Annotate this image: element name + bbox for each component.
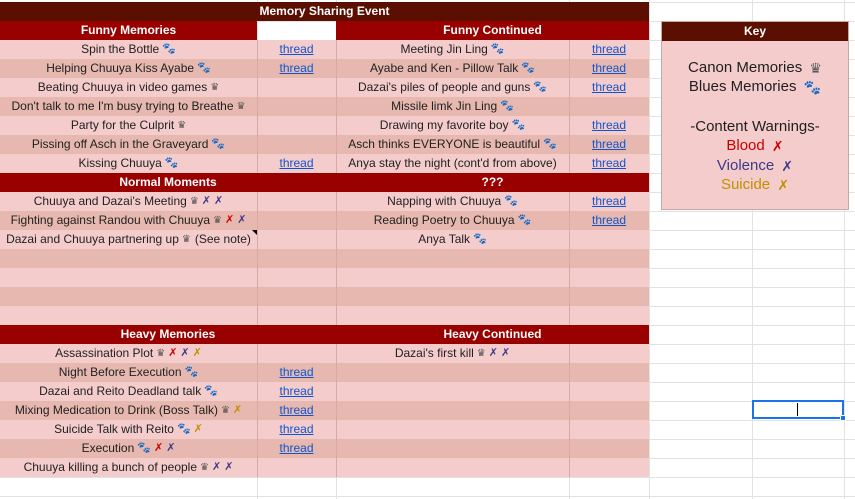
thread-link[interactable]: thread [591,156,627,170]
memory-title: Drawing my favorite boy [379,118,509,132]
crown-icon: ♛ [156,347,166,359]
memory-title: Helping Chuuya Kiss Ayabe [46,61,195,75]
crown-icon: ♛ [213,214,222,226]
paw-icon: 🐾 [184,366,199,379]
memory-cell[interactable] [0,420,257,439]
crown-icon: ♛ [476,347,486,359]
memory-title: Asch thinks EVERYONE is beautiful [348,137,541,151]
column-divider [257,40,258,173]
x-blue-icon: ✗ [488,347,498,360]
memory-cell[interactable] [336,97,569,116]
memory-title: Kissing Chuuya [78,156,162,170]
thread-cell [257,401,336,420]
memory-cell[interactable] [336,154,569,173]
thread-cell [257,439,336,458]
memory-cell[interactable] [0,154,257,173]
memory-cell[interactable] [336,116,569,135]
x-gold-icon: ✗ [777,177,790,194]
column-divider [569,192,570,325]
note-indicator[interactable] [252,230,257,235]
memory-cell[interactable] [336,135,569,154]
memory-title: Chuuya killing a bunch of people [23,460,198,474]
paw-icon: 🐾 [511,119,526,132]
thread-cell [569,192,649,211]
thread-cell [257,363,336,382]
paw-icon: 🐾 [521,62,535,75]
section-header: Funny Memories [0,21,257,40]
paw-icon: 🐾 [162,43,176,56]
memory-cell[interactable] [0,344,257,363]
paw-icon: 🐾 [176,423,191,436]
memory-title: Missile limk Jin Ling [391,99,498,113]
column-divider [336,40,337,173]
crown-icon: ♛ [210,81,220,93]
thread-cell [569,135,649,154]
memory-cell[interactable] [336,40,569,59]
paw-icon: 🐾 [197,62,211,75]
crown-icon: ♛ [236,100,246,112]
x-gold-icon: ✗ [232,404,243,417]
x-blue-icon: ✗ [214,195,224,208]
x-red-icon: ✗ [153,442,164,455]
thread-cell [257,59,336,78]
sheet-title: Memory Sharing Event [0,2,649,21]
memory-cell[interactable] [336,344,569,363]
key-canon-label: Canon Memories [688,59,803,76]
section-header: Heavy Continued [336,325,649,344]
thread-cell [569,154,649,173]
memory-cell[interactable] [0,382,257,401]
crown-icon: ♛ [221,404,230,416]
memory-title: Chuuya and Dazai's Meeting [33,194,187,208]
memory-title: Night Before Execution [58,365,182,379]
paw-icon: 🐾 [533,81,548,94]
thread-cell [257,154,336,173]
thread-link[interactable]: thread [279,384,314,398]
text-cursor [797,403,798,416]
memory-cell[interactable] [336,59,569,78]
key-violence [662,156,848,175]
row-band [0,306,649,325]
memory-cell[interactable] [336,211,569,230]
memory-title: Ayabe and Ken - Pillow Talk [369,61,519,75]
memory-title: Dazai's piles of people and guns [357,80,531,94]
memory-cell[interactable] [0,192,257,211]
paw-icon: 🐾 [211,138,226,151]
memory-title: Dazai and Chuuya partnering up [6,232,179,246]
memory-title: Don't talk to me I'm busy trying to Breathe [11,99,234,113]
crown-icon: ♛ [181,233,191,245]
paw-icon: 🐾 [543,138,557,151]
thread-link[interactable]: thread [591,137,627,151]
memory-title: Assassination Plot [55,346,154,360]
paw-icon: 🐾 [500,100,514,113]
column-divider [336,344,337,477]
paw-icon: 🐾 [473,233,487,246]
thread-cell [569,211,649,230]
thread-link[interactable]: thread [591,80,627,94]
x-blue-icon: ✗ [237,214,247,227]
memory-cell[interactable] [0,401,257,420]
memory-title: Suicide Talk with Reito [54,422,174,436]
section-header: Heavy Memories [0,325,336,344]
thread-link[interactable]: thread [279,441,314,455]
thread-cell [569,116,649,135]
fill-handle[interactable] [840,415,846,421]
column-divider [569,40,570,173]
thread-link[interactable]: thread [279,365,314,379]
thread-link[interactable]: thread [279,422,314,436]
section-header: Funny Continued [336,21,649,40]
key-blues-label: Blues Memories [688,78,797,95]
memory-title: Reading Poetry to Chuuya [373,213,515,227]
memory-title: Dazai's first kill [394,346,474,360]
memory-cell[interactable] [0,116,257,135]
memory-cell[interactable] [0,439,257,458]
x-blue-icon: ✗ [212,461,222,474]
paw-icon: 🐾 [490,43,505,56]
thread-cell [569,59,649,78]
key-blood-label: Blood [726,137,765,154]
x-red-icon: ✗ [771,138,784,155]
x-blue-icon: ✗ [224,461,234,474]
column-divider [569,344,570,477]
x-red-icon: ✗ [225,214,235,227]
memory-title: Spin the Bottle [81,42,160,56]
memory-title: Anya Talk [418,232,471,246]
selected-cell[interactable] [752,400,844,419]
memory-title: Party for the Culprit [70,118,175,132]
memory-title: Pissing off Asch in the Graveyard [31,137,209,151]
x-gold-icon: ✗ [192,347,202,360]
thread-cell [257,40,336,59]
key-header: Key [662,22,848,41]
memory-title: Fighting against Randou with Chuuya [10,213,211,227]
key-suicide [662,175,848,194]
crown-icon: ♛ [809,60,822,77]
memory-cell[interactable] [0,211,257,230]
memory-cell[interactable] [0,40,257,59]
memory-title: Execution [81,441,135,455]
thread-link[interactable]: thread [279,403,314,417]
x-red-icon: ✗ [168,347,178,360]
thread-link[interactable]: thread [279,61,314,75]
row-band [0,287,649,306]
crown-icon: ♛ [189,195,199,207]
section-header: ??? [336,173,649,192]
paw-icon: 🐾 [517,214,532,227]
column-divider [257,192,258,325]
memory-cell[interactable] [0,458,257,477]
memory-note: (See note) [194,232,251,246]
column-divider [257,344,258,477]
memory-title: Napping with Chuuya [387,194,502,208]
memory-cell[interactable] [0,363,257,382]
memory-title: Anya stay the night (cont'd from above) [348,156,557,170]
key-cw-title: -Content Warnings- [690,118,820,135]
x-gold-icon: ✗ [193,423,203,436]
x-blue-icon: ✗ [180,347,190,360]
column-divider [336,192,337,325]
paw-icon: 🐾 [803,79,822,96]
memory-cell[interactable] [336,230,569,249]
key-violence-label: Violence [716,157,775,174]
memory-title: Beating Chuuya in video games [37,80,208,94]
thread-link[interactable]: thread [591,118,627,132]
x-blue-icon: ✗ [500,347,511,360]
key-blood [662,136,848,155]
paw-icon: 🐾 [204,385,218,398]
thread-cell [257,420,336,439]
thread-link[interactable]: thread [279,156,314,170]
section-header: Normal Moments [0,173,336,192]
paw-icon: 🐾 [164,157,179,170]
thread-link[interactable]: thread [591,194,627,208]
thread-cell [257,382,336,401]
row-band [0,249,649,268]
memory-cell[interactable] [336,78,569,97]
x-blue-icon: ✗ [166,442,176,455]
crown-icon: ♛ [200,461,209,473]
key-blues [662,77,848,96]
thread-link[interactable]: thread [279,42,314,56]
memory-cell[interactable] [0,78,257,97]
memory-title: Dazai and Reito Deadland talk [39,384,202,398]
key-canon [662,58,848,77]
memory-title: Mixing Medication to Drink (Boss Talk) [14,403,218,417]
paw-icon: 🐾 [504,195,518,208]
thread-link[interactable]: thread [591,61,627,75]
memory-title: Meeting Jin Ling [400,42,488,56]
crown-icon: ♛ [177,119,187,131]
memory-cell[interactable] [336,192,569,211]
x-blue-icon: ✗ [781,158,794,175]
key-box [661,21,849,210]
thread-cell [569,78,649,97]
memory-cell[interactable] [0,135,257,154]
memory-cell[interactable] [0,230,257,249]
thread-cell [569,40,649,59]
x-blue-icon: ✗ [201,195,211,208]
memory-cell[interactable] [0,59,257,78]
paw-icon: 🐾 [137,442,151,455]
key-suicide-label: Suicide [720,176,771,193]
thread-link[interactable]: thread [591,42,627,56]
memory-cell[interactable] [0,97,257,116]
thread-link[interactable]: thread [591,213,627,227]
row-band [0,268,649,287]
